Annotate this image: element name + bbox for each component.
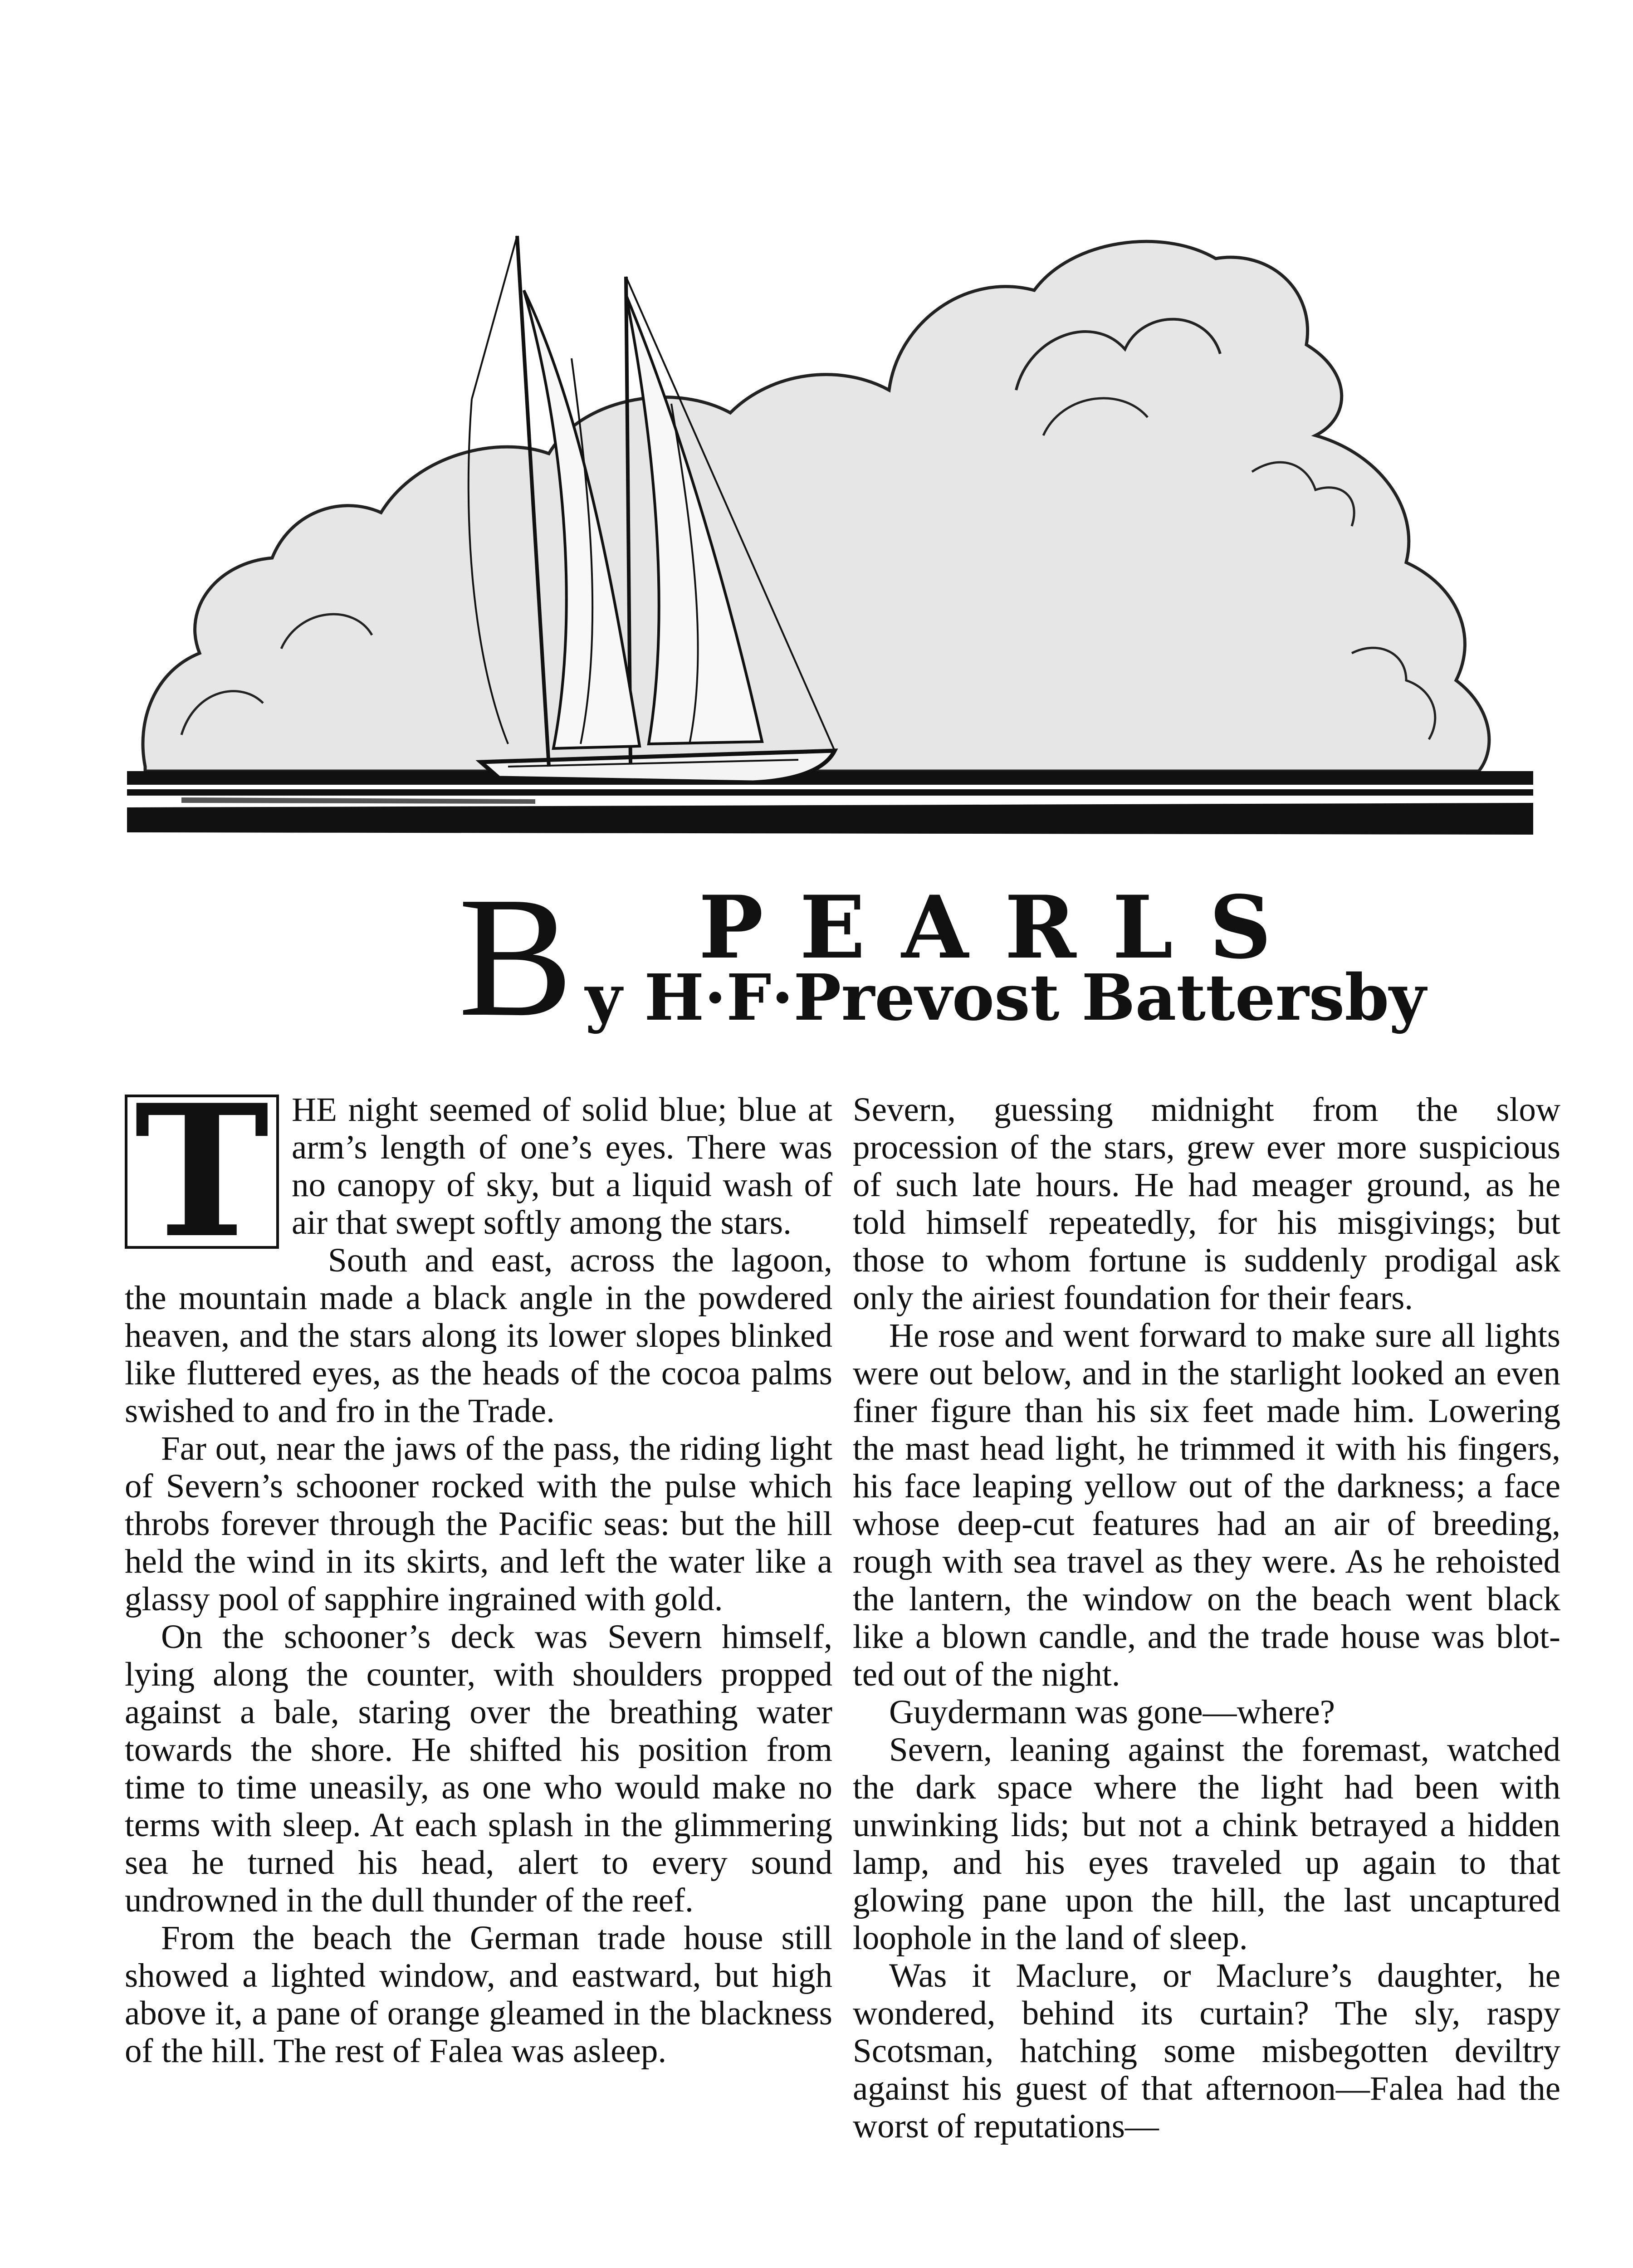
paragraph: On the schooner’s deck was Severn himself, lying along the counter, with shoulders propped against a bale, staring over the breathing water towards the shore. He shifted his position from time to time uneasily, as one who would make no terms with sleep. At each splash in the glimmering sea he turned his head, alert to every sound undrowned in the dull thunder of the reef.: [125, 1618, 832, 1919]
paragraph: Was it Maclure, or Maclure’s daughter, he wondered, behind its curtain? The sly, raspy Scotsman, hatching some misbegotten deviltry against his guest of that afternoon—Falea had the worst of reputations—: [853, 1957, 1560, 2145]
paragraph: Guydermann was gone—where?: [889, 1693, 1335, 1731]
sea-band: [127, 771, 1533, 785]
paragraph: South and east, across the lagoon, the mountain made a black angle in the powdered heaven, and the stars along its lower slopes blinked like fluttered eyes, as the heads of the cocoa palms swished to and fro in the Trade.: [125, 1242, 832, 1430]
drop-cap-letter: T: [134, 1065, 269, 1278]
drop-cap: [125, 1065, 279, 1278]
text-column-left: [125, 1065, 832, 2070]
paragraph: From the beach the German trade house still showed a lighted window, and eastward, but high above it, a pane of orange gleamed in the blackness of the hill. The rest of Falea was asleep.: [125, 1919, 832, 2070]
text-column-right: [853, 1091, 1560, 2145]
cloud-shape: [143, 241, 1489, 771]
paragraph-text: HE night seemed of solid blue; blue at arm’s length of one’s eyes. There was no canopy of sky, but a liquid wash of air that swept softly among the stars.: [292, 1091, 832, 1242]
paragraph: Severn, guessing midnight from the slow procession of the stars, grew ever more suspicious of such late hours. He had meager ground, as he told himself repeatedly, for his misgivings; but those to whom fortune is suddenly prodigal ask only the airiest foundation for their fears.: [853, 1091, 1560, 1317]
article-byline: y H·F·Prevost Battersby: [585, 961, 1426, 1035]
paragraph: [125, 1065, 832, 1278]
paragraph: Far out, near the jaws of the pass, the riding light of Severn’s schooner rocked with the pulse which throbs forever through the Pacific seas: but the hill held the wind in its skirts, and left the water like a glassy pool of sapphire ingrained with gold.: [125, 1430, 832, 1618]
paragraph: Severn, leaning against the foremast, watched the dark space where the light had been with unwinking lids; but not a chink betrayed a hidden lamp, and his eyes traveled up again to that glowing pane upon the hill, the last uncaptured loophole in the land of sleep.: [853, 1731, 1560, 1957]
schooner-illustration: [127, 200, 1533, 862]
byline-initial-letter: B: [458, 861, 573, 1052]
paragraph: He rose and went forward to make sure all lights were out below, and in the starlight looked an even finer figure than his six feet made him. Lowering the mast head light, he trimmed it with his fingers, his face leaping yellow out of the darkness; a face whose deep-cut features had an air of breeding, rough with sea travel as they were. As he rehoisted the lantern, the window on the beach went black like a blown candle, and the trade house was blotted out of the night.: [853, 1317, 1560, 1693]
article-title: PEARLS: [699, 877, 1308, 978]
